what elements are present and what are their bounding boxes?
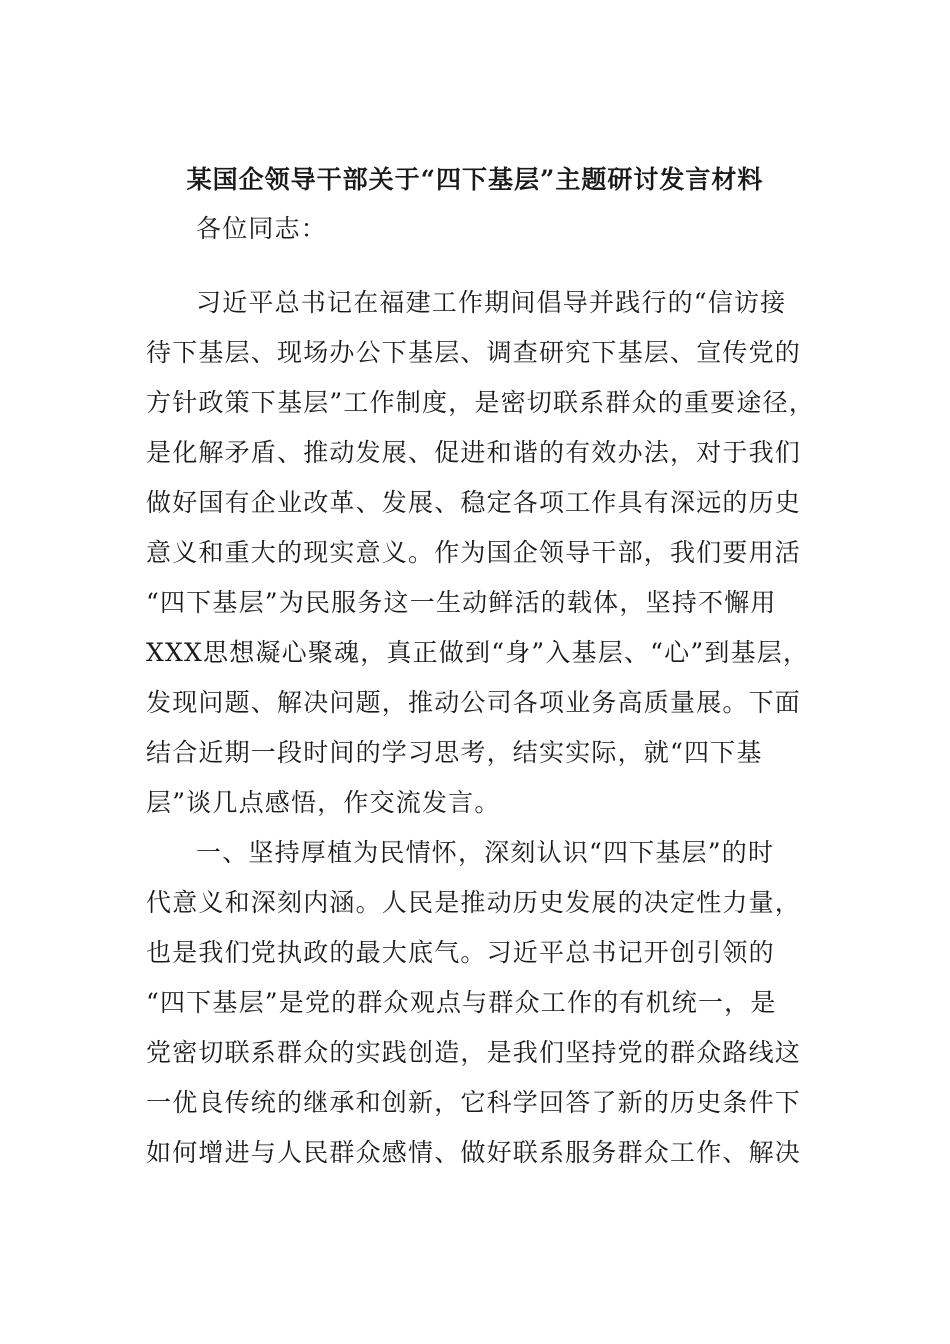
body-line: 习近平总书记在福建工作期间倡导并践行的“信访接 [196, 288, 787, 317]
salutation: 各位同志： [196, 214, 328, 243]
body-line: 一优良传统的继承和创新，它科学回答了新的历史条件下 [146, 1088, 802, 1117]
body-line: 发现问题、解决问题，推动公司各项业务高质量展。下面 [146, 688, 802, 717]
document-title: 某国企领导干部关于“四下基层”主题研讨发言材料 [186, 165, 764, 194]
body-line: XXX思想凝心聚魂，真正做到“身”入基层、“心”到基层， [146, 638, 810, 667]
section-heading-line: 一、坚持厚植为民情怀，深刻认识“四下基层”的时 [196, 838, 775, 867]
body-line: 是化解矛盾、推动发展、促进和谐的有效办法，对于我们 [146, 438, 802, 467]
body-line: 如何增进与人民群众感情、做好联系服务群众工作、解决 [146, 1138, 802, 1167]
body-line: 党密切联系群众的实践创造，是我们坚持党的群众路线这 [146, 1038, 802, 1067]
body-line: 也是我们党执政的最大底气。习近平总书记开创引领的 [146, 938, 775, 967]
body-line: 做好国有企业改革、发展、稳定各项工作具有深远的历史 [146, 488, 802, 517]
body-line: 方针政策下基层”工作制度，是密切联系群众的重要途径， [146, 388, 815, 417]
body-line: 层”谈几点感悟，作交流发言。 [146, 788, 501, 817]
body-line: “四下基层”是党的群众观点与群众工作的有机统一，是 [146, 988, 777, 1017]
body-line: 代意义和深刻内涵。人民是推动历史发展的决定性力量， [146, 888, 802, 917]
body-line: 结合近期一段时间的学习思考，结实实际，就“四下基 [146, 738, 763, 767]
body-line: 待下基层、现场办公下基层、调查研究下基层、宣传党的 [146, 338, 802, 367]
body-line: 意义和重大的现实意义。作为国企领导干部，我们要用活 [146, 538, 802, 567]
body-line: “四下基层”为民服务这一生动鲜活的载体，坚持不懈用 [146, 588, 777, 617]
